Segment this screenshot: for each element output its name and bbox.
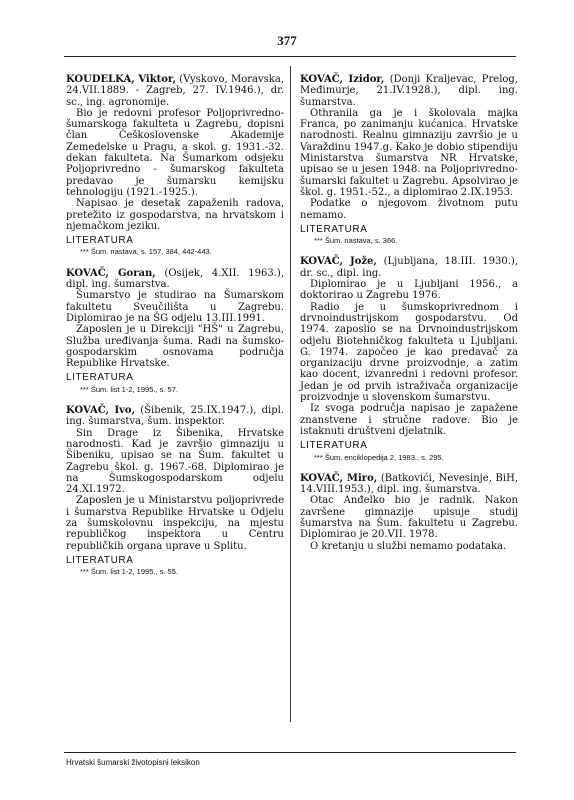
entry-paragraph: Zaposlen je u Direkciji "HŠ" u Zagrebu, Služba uređivanja šuma. Radi na šumsko-gospodarskim osnovama područja Republike Hrvatske. [66,324,284,370]
header-rule [64,56,516,57]
literature-label: LITERATURA [66,554,134,566]
lexicon-entry [300,473,518,552]
footer-title: Hrvatski šumarski životopisni leksikon [66,758,200,767]
entry-heading [66,74,284,108]
entry-heading [66,268,284,291]
entry-paragraph: Iz svoga područja napisao je zapažene znanstvene i stručne radove. Bio je istaknuti društveni djelatnik. [300,403,518,437]
entry-paragraph: Otac Anđelko bio je radnik. Nakon završene gimnazije upisuje studij šumarstva na Šum. fakultetu u Zagrebu. Diplomirao je 20.VII. 1978. [300,495,518,541]
lexicon-entry [300,256,518,462]
entry-paragraph: Diplomirao je u Ljubljani 1956., a doktorirao u Zagrebu 1976. [300,279,518,302]
page-number: 377 [277,33,297,48]
entry-heading [300,74,518,108]
literature-label: LITERATURA [66,372,134,384]
literature-reference: *** Šum. nastava, s. 366. [314,236,398,246]
entry-details: (Batkovići, Nevesinje, BiH, 14.VIII.1953.), dipl. ing. šumarstva. [300,472,518,496]
literature-label: LITERATURA [300,440,368,452]
right-column [300,74,518,562]
entry-paragraph: Podatke o njegovom životnom putu nemamo. [300,198,518,221]
entry-paragraph: O kretanju u službi nemamo podataka. [310,540,507,552]
lexicon-entry [66,74,284,258]
entry-details: (Vyskovo, Moravska, 24.VII.1889. - Zagreb, 27. IV.1946.), dr. sc., ing. agronomije. [66,74,284,108]
literature-reference: *** Šum. list 1-2, 1995., s. 55. [80,567,178,577]
entry-paragraph: Bio je redovni profesor Poljoprivredno-šumarskoga fakulteta u Zagrebu, dopisni član Češkoslovenske Akademije Zemedelske u Pragu, a skol. g. 1931.-32. dekan fakulteta. Na Šumarkom odsjeku Poljoprivredno - šumarskog fakulteta predavao je šumarsku kemijsku tehnologiju (1921.-1925.). [66,107,284,198]
left-column [66,74,284,587]
entry-details: (Donji Kraljevac, Prelog, Međimurje, 21.IV.1928.), dipl. ing. šumarstva. [300,74,518,108]
literature-label: LITERATURA [300,223,368,235]
entry-name: KOVAČ, Izidor, [300,74,385,85]
entry-name: KOVAČ, Miro, [300,472,378,484]
entry-details: (Ljubljana, 18.III. 1930.), dr. sc., dipl. ing. [300,256,518,279]
lexicon-entry [300,74,518,246]
literature-reference: *** Šum. enciklopedija 2, 1983., s. 295. [314,452,444,462]
entry-heading [300,256,518,279]
entry-heading [300,473,518,496]
column-divider [290,66,291,722]
footer-rule [64,752,516,753]
entry-paragraph: Othranila ga je i školovala majka Franca, po zanimanju kućanica. Hrvatske narodnosti. Realnu gimnaziju završio je u Varaždinu 1947.g. Kako je dobio stipendiju Ministarstva šumarstva NR Hrvatske, upisao se u jesen 1948. na Poljoprivredno-šumarski fakultet u Zagrebu. Apsolvirao je škol. g. 1951.-52., a diplomirao 2.IX.1953. [300,107,518,198]
entry-paragraph: Radio je u šumskoprivrednom i drvnoindustrijskom gospodarstvu. Od 1974. zaposlio se na Drvnoindustrijskom odjelu Biotehničkog fakulteta u Ljubljani. G. 1974. započeo je kao predavač za organizaciju drvne proizvodnje, a zatim kao docent, izvanredni i redovni profesor. Jedan je od prvih istraživača organizacije proizvodnje u slovenskom šumarstvu. [300,301,518,404]
entry-paragraph: Napisao je desetak zapaženih radova, pretežito iz gospodarstva, na hrvatskom i njemačkom jeziku. [66,198,284,232]
entry-name: KOVAČ, Ivo, [66,405,136,417]
entry-name: KOVAČ, Goran, [66,267,156,279]
entry-name: KOUDELKA, Viktor, [66,74,176,85]
entry-name: KOVAČ, Jože, [300,256,377,268]
entry-paragraph: Šumarstvo je studirao na Šumarskom fakultetu Sveučilišta u Zagrebu. Diplomirao je na ŠG odjelu 13.III.1991. [66,290,284,324]
lexicon-entry [66,268,284,395]
entry-details: (Šibenik, 25.IX.1947.), dipl. ing. šumarstva, šum. inspektor. [66,405,285,428]
entry-details: (Osijek, 4.XII. 1963.), dipl. ing. šumarstva. [66,267,285,291]
literature-reference: *** Šum. list 1-2, 1995., s. 57. [80,384,178,394]
lexicon-entry [66,405,284,577]
literature-label: LITERATURA [66,235,134,247]
entry-paragraph: Sin Drage iz Šibenika, Hrvatske narodnosti. Kad je završio gimnaziju u Šibeniku, upisao se na Šum. fakultet u Zagrebu škol. g. 1967.-68. Diplomirao je na Šumskogospodarskom odjelu 24.XI.1972. [66,427,284,496]
literature-reference: *** Šum. nastava, s. 157, 384, 442-443. [80,247,212,257]
entry-paragraph: Zaposlen je u Ministarstvu poljoprivrede i šumarstva Republike Hrvatske u Odjelu za šumskolovnu inspekciju, na mjestu republičkog inspektora u Centru republičkih organa uprave u Splitu. [66,495,284,552]
entry-heading [66,405,284,428]
